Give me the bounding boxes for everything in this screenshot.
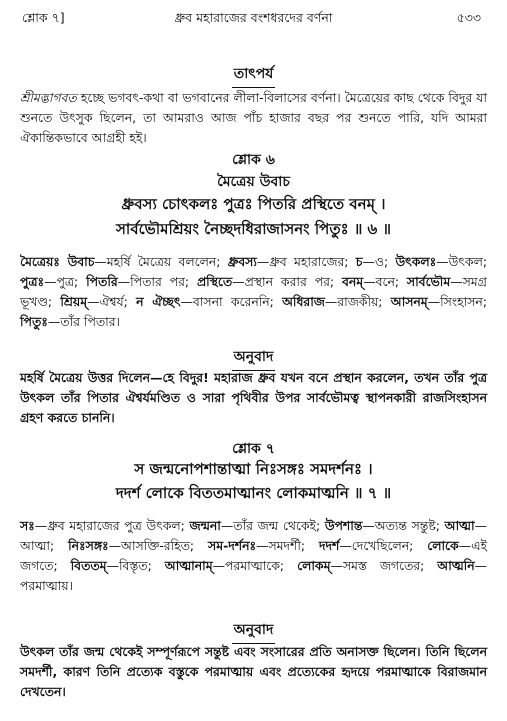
synonym-meaning: —অত্যন্ত সন্তুষ্ট; [362,518,445,533]
synonym-meaning: —মহর্ষি মৈত্রেয় বললেন; [94,254,228,269]
synonym-meaning: —উৎকল; [436,254,487,269]
synonym-meaning: —দেখেছিলেন; [339,538,428,553]
synonym-meaning: —তাঁর জন্ম থেকেই; [220,518,325,533]
verse6-line1: ধ্রুবস্য চোৎকলঃ পুত্রঃ পিতরি প্রস্থিতে বনম্ । [121,195,386,213]
verse7-line1: স জন্মনোপশান্তাত্মা নিঃসঙ্গঃ সমদর্শনঃ । [134,460,373,478]
verse7-synonyms [20,516,487,596]
verse7-translation: উৎকল তাঁর জন্ম থেকেই সম্পূর্ণরূপে সন্তুষ্ট এবং সংসারের প্রতি অনাসক্ত ছিলেন। তিনি ছিলেন সমদর্শী, কারণ তিনি প্রত্যেক বস্তুকে পরমাত্মায় এবং প্রত্যেকের হৃদয়ে পরমাত্মাকে বিরাজমান দেখতেন। [20,644,487,699]
verse6-label: শ্লোক ৬ [232,152,275,168]
synonym-word: বিততম্ [70,558,107,573]
verse6-translation: মহর্ষি মৈত্রেয় উত্তর দিলেন—হে বিদুর! মহারাজ ধ্রুব যখন বনে প্রস্থান করলেন, তখন তাঁর পুত্র উৎকল তাঁর পিতার ঐশ্বর্যমণ্ডিত ও সারা পৃথিবীর উপর সার্বভৌমত্ব স্থাপনকারী রাজসিংহাসন গ্রহণ করতে চাননি। [20,370,487,425]
synonym-word: আসনম্ [390,294,428,309]
synonym-word: পিতরি [86,274,118,289]
synonym-meaning: —প্রস্থান করার পর; [232,274,342,289]
synonym-word: লোকম্ [297,558,331,573]
synonym-word: ধ্রুবস্য [227,254,257,269]
synonym-word: প্রস্থিতে [196,274,233,289]
synonym-word: আত্মানাম্ [164,558,213,573]
verse7-translation-heading: অনুবাদ [20,618,487,644]
synonym-meaning: —সমগ্র ভূখণ্ড; [20,274,487,309]
synonym-word: আত্মা [444,518,475,533]
synonym-word: সম-দর্শনঃ [208,538,257,553]
synonym-word: ন ঐচ্ছৎ [136,294,181,309]
verse7-line2: দদর্শ লোকে বিততমাত্মানং লোকমাত্মনি ॥ ৭ ॥ [115,484,392,502]
synonym-meaning: —আত্মা; [20,518,487,553]
purport-text: শ্রীমদ্ভাগবত হচ্ছে ভগবৎ-কথা বা ভগবানের লীলা-বিলাসের বর্ণনা। মৈত্রেয়ের কাছ থেকে বিদুর যা শুনতে উৎসুক ছিলেন, তা আমরাও আজ পাঁচ হাজার বছর পর শুনতে পারি, যদি আমরা ঐকান্তিকভাবে আগ্রহী হই। [20,90,487,145]
synonym-meaning: —সমদর্শী; [256,538,320,553]
synonym-word: আত্মনি [437,558,475,573]
synonym-word: দদর্শ [319,538,340,553]
synonym-meaning: —সিংহাসন; [427,294,487,309]
page-number: ৫৩৩ [456,10,481,25]
synonym-meaning: —পরমাত্মায়। [20,558,487,593]
synonym-word: চ [355,254,363,269]
synonym-meaning: —পরমাত্মাকে; [212,558,298,573]
verse7-label: শ্লোক ৭ [232,441,275,457]
synonym-word: পুত্রঃ [20,274,45,289]
purport-title-italic: শ্রীমদ্ভাগবত [20,90,77,105]
synonym-word: সঃ [20,518,35,533]
synonym-word: জন্মনা [189,518,221,533]
synonym-meaning: —পিতার পর; [117,274,197,289]
synonym-meaning: —ধ্রুব মহারাজের; [256,254,356,269]
synonym-meaning: —বনে; [363,274,407,289]
purport-heading: তাৎপর্য [20,62,487,88]
synonym-meaning: —ধ্রুব মহারাজের পুত্র উৎকল; [34,518,190,533]
synonym-word: পিতুঃ [20,314,48,329]
verse6-line2: সার্বভৌমশ্রিয়ং নৈচ্ছদধিরাজাসনং পিতুঃ ॥ ৬ ॥ [116,220,391,238]
verse6-synonyms [20,252,487,332]
synonym-meaning: —ঐশ্বর্য; [87,294,137,309]
verse6-speaker: মৈত্রেয় উবাচ [217,174,290,190]
synonym-word: উৎকলঃ [395,254,437,269]
synonym-meaning: —বিস্তৃত; [106,558,165,573]
synonym-meaning: —তাঁর পিতার। [47,314,120,329]
synonym-meaning: —পুত্র; [44,274,87,289]
synonym-word: অধিরাজ [282,294,325,309]
synonym-word: মৈত্রেয়ঃ উবাচ [20,254,95,269]
synonym-word: বনম্ [342,274,364,289]
synonym-meaning: —রাজকীয়; [324,294,391,309]
header-chapter-title: ধ্রুব মহারাজের বংশধরদের বর্ণনা [174,10,333,25]
synonym-word: উপশান্ত [324,518,363,533]
running-header [20,10,487,30]
header-verse-ref: শ্লোক ৭] [22,10,65,25]
verse6-translation-heading: অনুবাদ [20,345,487,371]
synonym-word: শ্রিয়ম্ [60,294,88,309]
synonym-meaning: —এই জগতে; [20,538,487,573]
synonym-word: সার্বভৌম [406,274,451,289]
synonym-meaning: —বাসনা করেননি; [180,294,283,309]
synonym-meaning: —সমস্ত জগতের; [330,558,438,573]
synonym-meaning: —আসক্তি-রহিত; [108,538,209,553]
synonym-word: নিঃসঙ্গঃ [68,538,109,553]
synonym-word: লোকে [427,538,459,553]
synonym-meaning: —ও; [362,254,396,269]
